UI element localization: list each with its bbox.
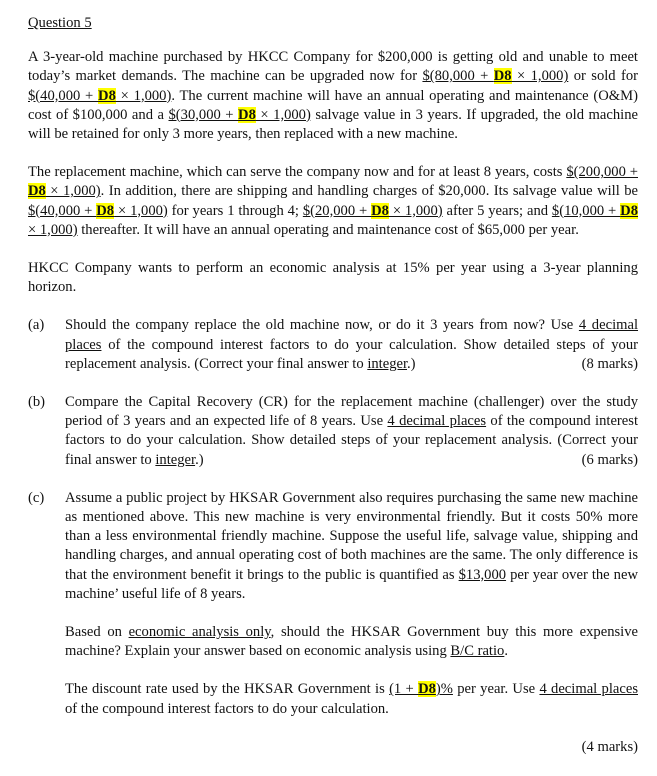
part-b	[28, 393, 638, 470]
part-a-label: (a)	[28, 317, 45, 334]
sale-value: $(40,000 + D8 × 1,000)	[28, 87, 172, 104]
question-title: Question 5	[28, 15, 92, 31]
replacement-salvage-1-4: $(40,000 + D8 × 1,000)	[28, 202, 168, 219]
part-a-marks: (8 marks)	[581, 355, 638, 372]
part-c-question: Based on economic analysis only, should the HKSAR Government buy this more expensive machine? Explain your answer based on economic analysis using B/C ratio.	[65, 624, 638, 660]
replacement-salvage-5: $(20,000 + D8 × 1,000)	[302, 202, 443, 219]
upgrade-cost: $(80,000 + D8 × 1,000)	[422, 68, 569, 85]
part-c-discount-rate: The discount rate used by the HKSAR Government is (1 + D8)% per year. Use 4 decimal places of the compound interest factors to do your calculation.	[65, 681, 638, 717]
paragraph-machine-description: A 3-year-old machine purchased by HKCC Company for $200,000 is getting old and unable to meet today’s market demands. The machine can be upgraded now for $(80,000 + D8 × 1,000) or sold for $(40,000 + D8 × 1,000). The current machine will have an annual operating and maintenance (O&M) cost of $100,000 and a $(30,000 + D8 × 1,000) salvage value in 3 years. If upgraded, the old machine will be retained for only 3 more years, then replaced with a new machine.	[28, 49, 639, 143]
part-a-text: Should the company replace the old machine now, or do it 3 years from now? Use 4 decimal places of the compound interest factors to do your calculation. Show detailed steps of your replacement analysis. (Correct your final answer to integer.) (8 marks)	[65, 316, 638, 374]
replacement-cost: $(200,000 + D8 × 1,000)	[28, 164, 638, 200]
part-a	[28, 316, 638, 374]
part-c	[28, 489, 638, 757]
part-b-marks: (6 marks)	[581, 451, 638, 468]
part-b-label: (b)	[28, 394, 46, 411]
part-c-scenario: Assume a public project by HKSAR Government also requires purchasing the same new machine as mentioned above. This new machine is very environmental friendly. But it costs 50% more than a less environmental friendly machine. Suppose the useful life, salvage value, shipping and handling charges, and annual operating cost of both machines are the same. The only difference is that the environment benefit it brings to the public is quantified as $13,000 per year over the new machine’ useful life of 8 years.	[65, 489, 638, 602]
paragraph-planning-horizon: HKCC Company wants to perform an economic analysis at 15% per year using a 3-year planning horizon.	[28, 260, 638, 296]
replacement-salvage-after: $(10,000 + D8 × 1,000)	[28, 202, 639, 238]
question-page	[28, 14, 638, 776]
part-c-label: (c)	[28, 489, 45, 506]
paragraph-replacement-machine: The replacement machine, which can serve the company now and for at least 8 years, costs $(200,000 + D8 × 1,000). In addition, there are shipping and handling charges of $20,000. Its salvage value will be $(40,000 + D8 × 1,000) for years 1 through 4; $(20,000 + D8 × 1,000) after 5 years; and $(10,000 + D8 × 1,000) thereafter. It will have an annual operating and maintenance cost of $65,000 per year.	[28, 164, 639, 238]
salvage-value: $(30,000 + D8 × 1,000)	[168, 106, 311, 123]
part-b-text: Compare the Capital Recovery (CR) for the replacement machine (challenger) over the study period of 3 years and an expected life of 8 years. Use 4 decimal places of the compound interest factors to do your calculation. Show detailed steps of your replacement analysis. (Correct your final answer to integer.) (6 marks)	[65, 393, 638, 470]
part-c-marks: (4 marks)	[581, 738, 638, 755]
